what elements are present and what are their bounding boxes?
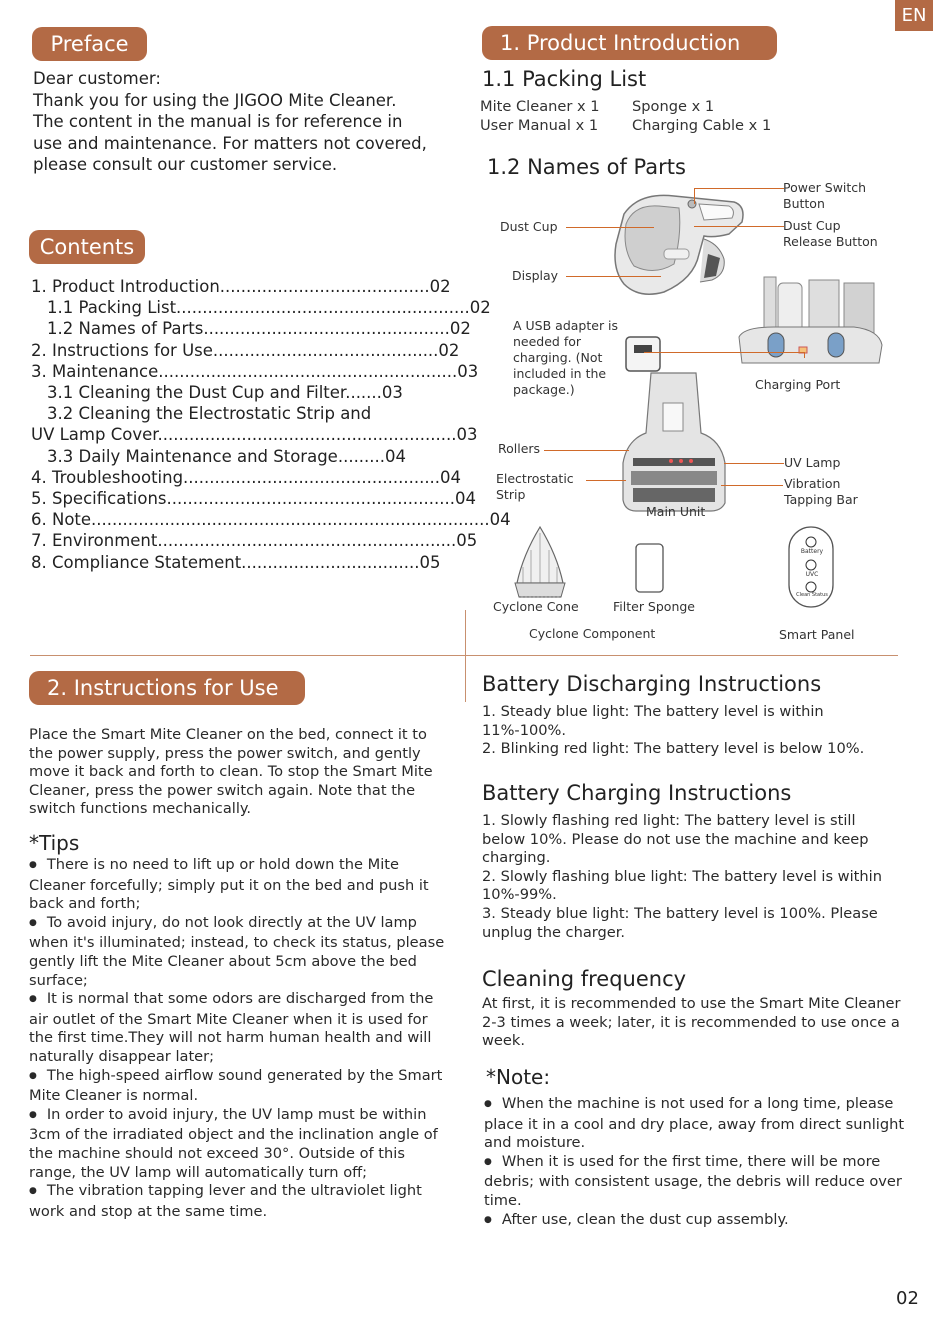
dust-cup-label: Dust Cup (500, 219, 558, 234)
vertical-divider (465, 610, 466, 702)
note-title: *Note: (486, 1065, 551, 1089)
toc-entry: 3.3 Daily Maintenance and Storage.........04 (47, 446, 407, 466)
toc-entry: 6. Note............................................................................04 (31, 510, 511, 530)
packing-item: Charging Cable x 1 (632, 117, 772, 134)
list-item: 2. Slowly flashing blue light: The battery level is within 10%-99%. (482, 867, 882, 904)
instructions-heading: 2. Instructions for Use (29, 671, 305, 705)
charging-port-label: Charging Port (755, 377, 841, 392)
horizontal-divider (30, 655, 898, 656)
packing-item: User Manual x 1 (480, 117, 599, 134)
contents-heading: Contents (29, 230, 145, 264)
bullet-item: ● When it is used for the first time, there will be more debris; with consistent usage, the debris will reduce over time. (484, 1153, 909, 1211)
instructions-text: Place the Smart Mite Cleaner on the bed, connect it to the power supply, press the power switch, and gently move it back and forth to clean. To stop the Smart Mite Cleaner, press the power switch again. Note that the switch functions mechanically. (29, 726, 433, 818)
toc-entry: 3.1 Cleaning the Dust Cup and Filter.......03 (47, 383, 403, 403)
packing-item: Sponge x 1 (632, 98, 715, 115)
toc-entry: UV Lamp Cover.........................................................03 (31, 425, 478, 445)
panel-uvc-label: UVC (805, 571, 819, 578)
toc-entry: 1.1 Packing List........................................................02 (47, 298, 491, 318)
bullet-item: ● It is normal that some odors are discharged from the air outlet of the Smart Mite Cleaner when it is used for the first time.They will not harm human health and will naturally disappear later; (29, 990, 454, 1066)
dust-cup-release-label: Dust Cup Release Button (783, 218, 878, 249)
list-item: 1. Steady blue light: The battery level is within 11%-100%. (482, 703, 824, 739)
cyclone-component-label: Cyclone Component (529, 626, 656, 641)
toc-entry: 5. Specifications.......................................................04 (31, 489, 476, 509)
toc-entry: 4. Troubleshooting.................................................04 (31, 467, 462, 487)
list-item: 1. Slowly flashing red light: The battery level is still below 10%. Please do not use the machine and keep charging. (482, 812, 869, 867)
vibration-bar-label: Vibration Tapping Bar (784, 476, 858, 507)
filter-sponge-label: Filter Sponge (613, 599, 695, 614)
cleaning-frequency-text: At first, it is recommended to use the Smart Mite Cleaner 2-3 times a week; later, it is recommended to use once a week. (482, 995, 901, 1050)
bullet-item: ● The high-speed airflow sound generated by the Smart Mite Cleaner is normal. (29, 1067, 454, 1106)
tips-list (29, 856, 454, 1221)
parts-diagram (466, 180, 933, 655)
bullet-item: ● In order to avoid injury, the UV lamp must be within 3cm of the irradiated object and the inclination angle of the machine should not exceed 30°. Outside of this range, the UV lamp will automatically turn off; (29, 1106, 454, 1182)
cleaning-frequency-title: Cleaning frequency (482, 967, 687, 991)
tips-title: *Tips (29, 831, 80, 855)
packing-item: Mite Cleaner x 1 (480, 98, 600, 115)
panel-battery-label: Battery (800, 548, 824, 555)
toc-entry: 2. Instructions for Use...........................................02 (31, 340, 460, 360)
toc-entry: 8. Compliance Statement..................................05 (31, 552, 441, 572)
smart-panel-label: Smart Panel (779, 627, 855, 642)
main-unit-illustration (621, 368, 726, 513)
toc-entry: 1.2 Names of Parts...............................................02 (47, 319, 471, 339)
list-item: 2. Blinking red light: The battery level is below 10%. (482, 740, 865, 758)
charge-list (482, 812, 902, 942)
rollers-label: Rollers (498, 441, 541, 456)
bullet-item: ● After use, clean the dust cup assembly. (484, 1211, 909, 1232)
charge-title: Battery Charging Instructions (482, 781, 792, 805)
cyclone-cone-label: Cyclone Cone (493, 599, 579, 614)
toc-entry: 1. Product Introduction........................................02 (31, 277, 451, 296)
electrostatic-strip-label: Electrostatic Strip (496, 471, 574, 502)
panel-clean-label: Clean Status (796, 592, 828, 598)
bullet-item: ● To avoid injury, do not look directly at the UV lamp when it's illuminated; instead, to check its status, please gently lift the Mite Cleaner about 5cm above the bed surface; (29, 914, 454, 990)
filter-sponge-illustration (634, 542, 666, 594)
packing-list-title: 1.1 Packing List (482, 67, 647, 91)
product-intro-heading: 1. Product Introduction (482, 26, 777, 60)
toc-entry: 3.2 Cleaning the Electrostatic Strip and (47, 404, 372, 424)
table-of-contents (31, 276, 511, 573)
bullet-item: ● When the machine is not used for a long time, please place it in a cool and dry place, away from direct sunlight and moisture. (484, 1095, 909, 1153)
toc-entry: 7. Environment.........................................................05 (31, 531, 478, 551)
discharge-list (482, 703, 902, 759)
charging-view-illustration (734, 275, 884, 370)
usb-note-label: A USB adapter is needed for charging. (Not included in the package.) (513, 318, 619, 397)
uv-lamp-label: UV Lamp (784, 455, 841, 470)
preface-heading: Preface (32, 27, 147, 61)
page-number: 02 (896, 1288, 919, 1309)
main-unit-label: Main Unit (646, 504, 706, 519)
mite-cleaner-illustration (604, 184, 749, 304)
discharge-title: Battery Discharging Instructions (482, 672, 822, 696)
power-switch-label: Power Switch Button (783, 180, 867, 211)
language-badge: EN (895, 0, 933, 31)
list-item: 3. Steady blue light: The battery level is 100%. Please unplug the charger. (482, 904, 878, 941)
bullet-item: ● The vibration tapping lever and the ultraviolet light work and stop at the same time. (29, 1182, 454, 1221)
cyclone-cone-illustration (511, 525, 569, 605)
preface-text: Dear customer: Thank you for using the JIGOO Mite Cleaner. The content in the manual is for reference in use and maintenance. For matters not covered, please consult our customer service. (33, 69, 427, 174)
toc-entry: 3. Maintenance.........................................................03 (31, 361, 479, 381)
display-label: Display (512, 268, 559, 283)
bullet-item: ● There is no need to lift up or hold down the Mite Cleaner forcefully; simply put it on the bed and push it back and forth; (29, 856, 454, 914)
parts-title: 1.2 Names of Parts (487, 155, 686, 179)
note-list (484, 1095, 909, 1231)
